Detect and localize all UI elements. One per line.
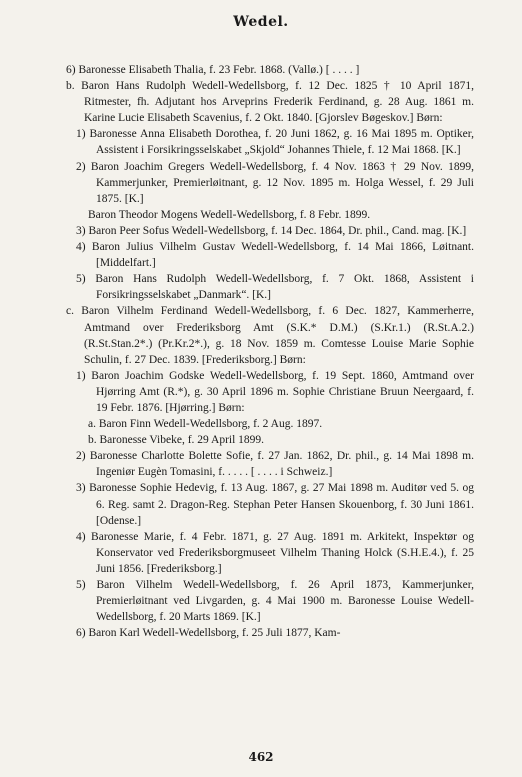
genealogy-entry: 4) Baronesse Marie, f. 4 Febr. 1871, g. 27 Aug. 1891 m. Arkitekt, Inspektør og Konservator ved Frederiksborgmuseet Vilhelm Thaning Holck (S.H.E.4.), f. 25 Juni 1856. [Frederiksborg.]: [76, 530, 474, 575]
genealogy-entry: 5) Baron Vilhelm Wedell-Wedellsborg, f. 26 April 1873, Kammerjunker, Premierløitnant ved Livgarden, g. 4 Mai 1900 m. Baronesse Louise Wedell-Wedellsborg, f. 20 Marts 1869. [K.]: [76, 579, 474, 624]
genealogy-entry: 3) Baronesse Sophie Hedevig, f. 13 Aug. 1867, g. 27 Mai 1898 m. Auditør ved 5. og 6. Reg. samt 2. Dragon-Reg. Stephan Peter Hansen Skouenborg, f. 30 Juni 1861. [Odense.]: [76, 482, 474, 527]
genealogy-entry: Baron Theodor Mogens Wedell-Wedellsborg, f. 8 Febr. 1899.: [88, 208, 371, 221]
genealogy-entry: c. Baron Vilhelm Ferdinand Wedell-Wedellsborg, f. 6 Dec. 1827, Kammerherre, Amtmand over Frederiksborg Amt (S.K.* D.M.) (S.Kr.1.) (R.St.A.2.) (R.St.Stan.2*.) (Pr.Kr.2*.), g. 18 Nov. 1859 m. Comtesse Louise Marie Sophie Schulin, f. 27 Dec. 1839. [Frederiksborg.] Børn:: [66, 305, 474, 366]
genealogy-entry: 6) Baronesse Elisabeth Thalia, f. 23 Febr. 1868. (Vallø.) [ . . . . ]: [66, 64, 360, 76]
genealogy-entry: 1) Baronesse Anna Elisabeth Dorothea, f. 20 Juni 1862, g. 16 Mai 1895 m. Optiker, Assistent i Forsikringsselskabet „Skjold“ Johannes Thiele, f. 12 Mai 1868. [K.]: [76, 128, 474, 157]
page-header: Wedel.: [233, 14, 289, 30]
genealogy-entry: 1) Baron Joachim Godske Wedell-Wedellsborg, f. 19 Sept. 1860, Amtmand over Hjørring Amt (R.*), g. 30 April 1896 m. Sophie Christiane Bruun Neergaard, f. 19 Febr. 1876. [Hjørring.] Børn:: [76, 369, 474, 414]
genealogy-entry: 4) Baron Julius Vilhelm Gustav Wedell-Wedellsborg, f. 14 Mai 1866, Løitnant. [Middelfart.]: [76, 241, 474, 270]
genealogy-entry: 2) Baron Joachim Gregers Wedell-Wedellsborg, f. 4 Nov. 1863 † 29 Nov. 1899, Kammerjunker, Premierløitnant, g. 12 Nov. 1895 m. Holga Wessel, f. 29 Juli 1875. [K.]: [76, 160, 474, 205]
genealogy-entry: 3) Baron Peer Sofus Wedell-Wedellsborg, f. 14 Dec. 1864, Dr. phil., Cand. mag. [K.]: [76, 224, 467, 237]
page-number: 462: [248, 750, 274, 764]
genealogy-entry: 6) Baron Karl Wedell-Wedellsborg, f. 25 Juli 1877, Kam-: [76, 627, 341, 640]
genealogy-entry: 5) Baron Hans Rudolph Wedell-Wedellsborg, f. 7 Okt. 1868, Assistent i Forsikringsselskabet „Danmark“. [K.]: [76, 273, 474, 302]
genealogy-entry: b. Baron Hans Rudolph Wedell-Wedellsborg, f. 12 Dec. 1825 † 10 April 1871, Ritmester, fh. Adjutant hos Arveprins Frederik Ferdinand, g. 28 Aug. 1861 m. Karine Lucie Elisabeth Scavenius, f. 2 Okt. 1840. [Gjorslev Bøgeskov.] Børn:: [66, 80, 474, 125]
genealogy-entry: b. Baronesse Vibeke, f. 29 April 1899.: [88, 434, 265, 447]
genealogy-entry: 2) Baronesse Charlotte Bolette Sofie, f. 27 Jan. 1862, Dr. phil., g. 14 Mai 1898 m. Ingeniør Eugèn Tomasini, f. . . . . [ . . . . i Schweiz.]: [76, 450, 474, 479]
genealogy-entry: a. Baron Finn Wedell-Wedellsborg, f. 2 Aug. 1897.: [88, 418, 323, 431]
genealogy-text: [66, 62, 474, 641]
